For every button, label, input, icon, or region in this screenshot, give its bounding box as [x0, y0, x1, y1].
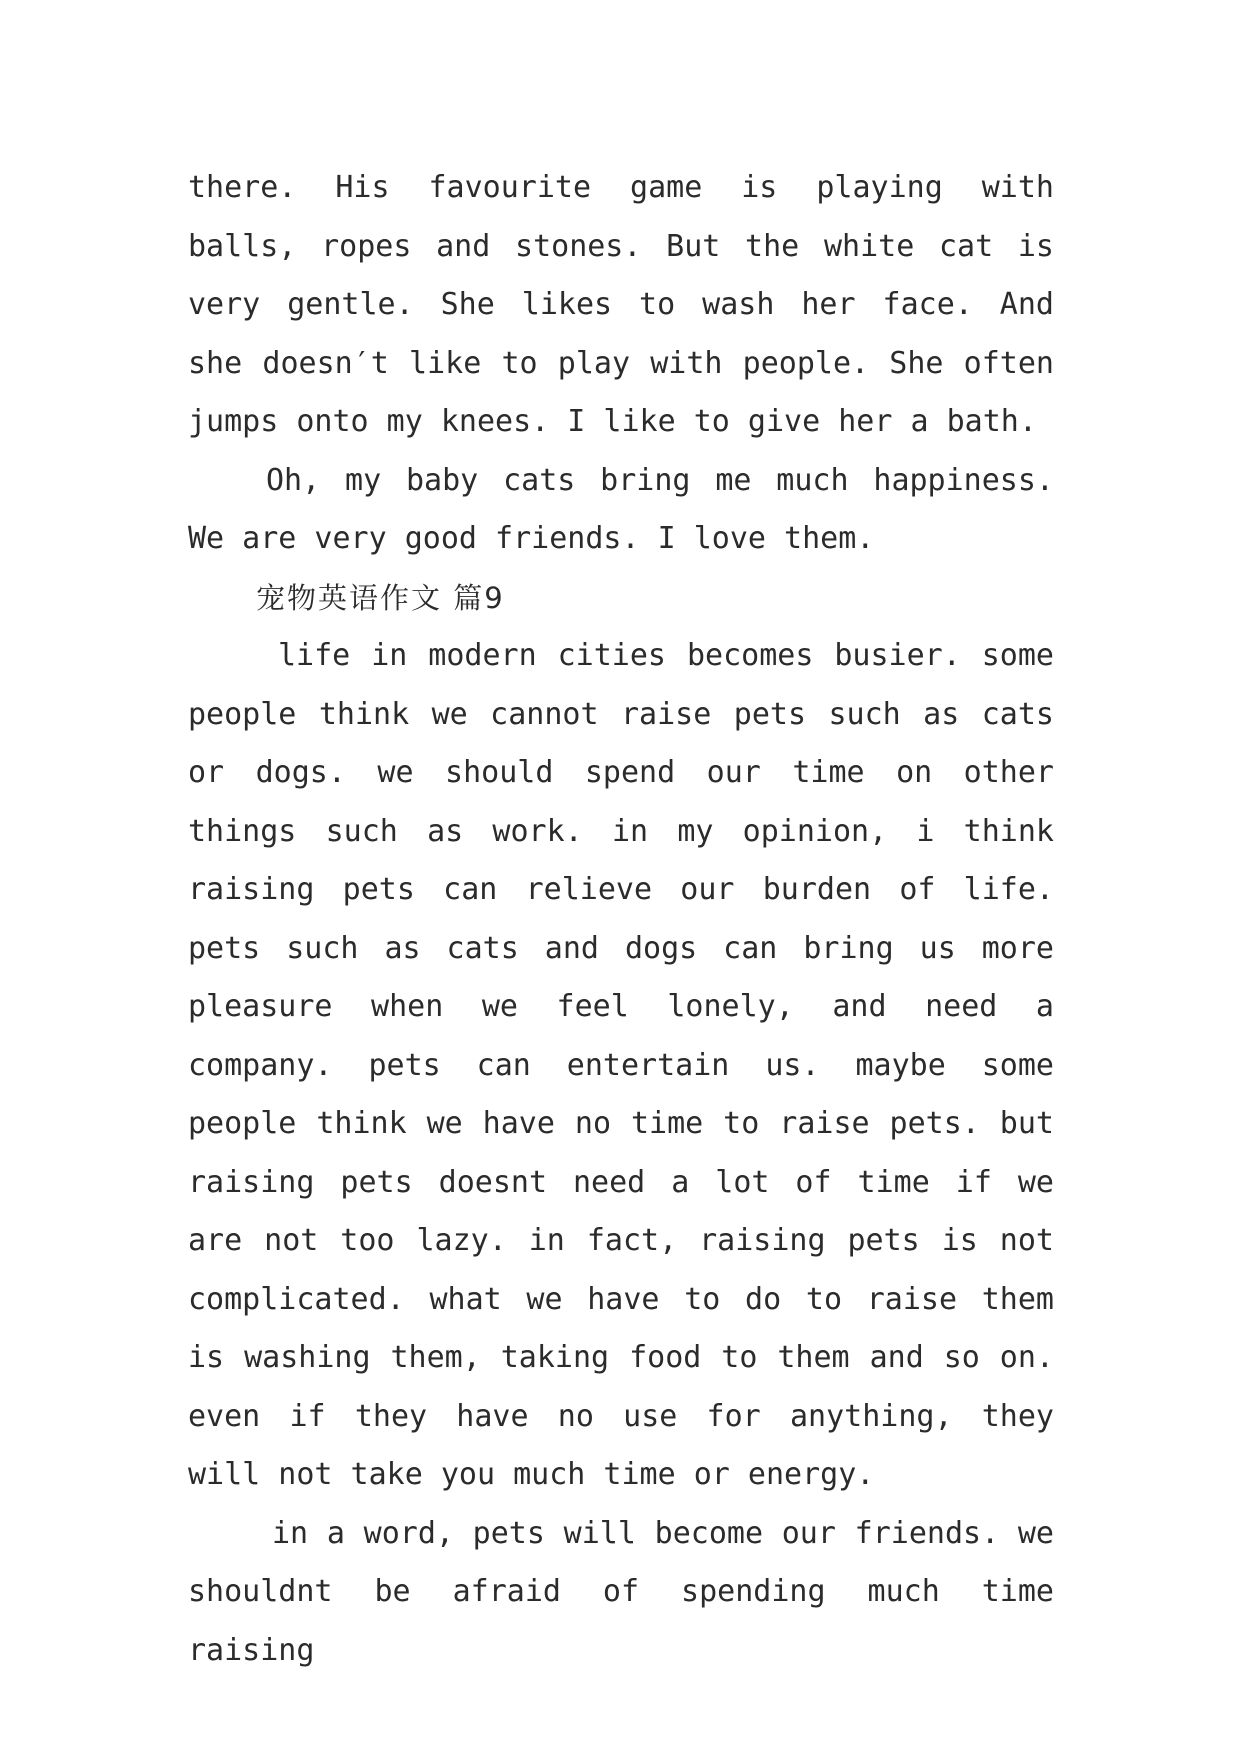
paragraph-cats-continued: there. His favourite game is playing with balls, ropes and stones. But the white cat is very gentle. She likes to wash her face. And she doesn′t like to play with people. She often jumps onto my knees. I like to give her a bath.: [188, 170, 1054, 439]
paragraph-cats-happiness: Oh, my baby cats bring me much happiness. We are very good friends. I love them.: [188, 462, 1054, 556]
section-heading: 宠物英语作文 篇9: [256, 580, 505, 615]
paragraph-conclusion: in a word, pets will become our friends. we shouldnt be afraid of spending much time raising: [188, 1515, 1054, 1668]
document-body: [188, 159, 1054, 1680]
paragraph-modern-life: life in modern cities becomes busier. some people think we cannot raise pets such as cats or dogs. we should spend our time on other things such as work. in my opinion, i think raising pets can relieve our burden of life. pets such as cats and dogs can bring us more pleasure when we feel lonely, and need a company. pets can entertain us. maybe some people think we have no time to raise pets. but raising pets doesnt need a lot of time if we are not too lazy. in fact, raising pets is not complicated. what we have to do to raise them is washing them, taking food to them and so on. even if they have no use for anything, they will not take you much time or energy.: [188, 638, 1054, 1492]
